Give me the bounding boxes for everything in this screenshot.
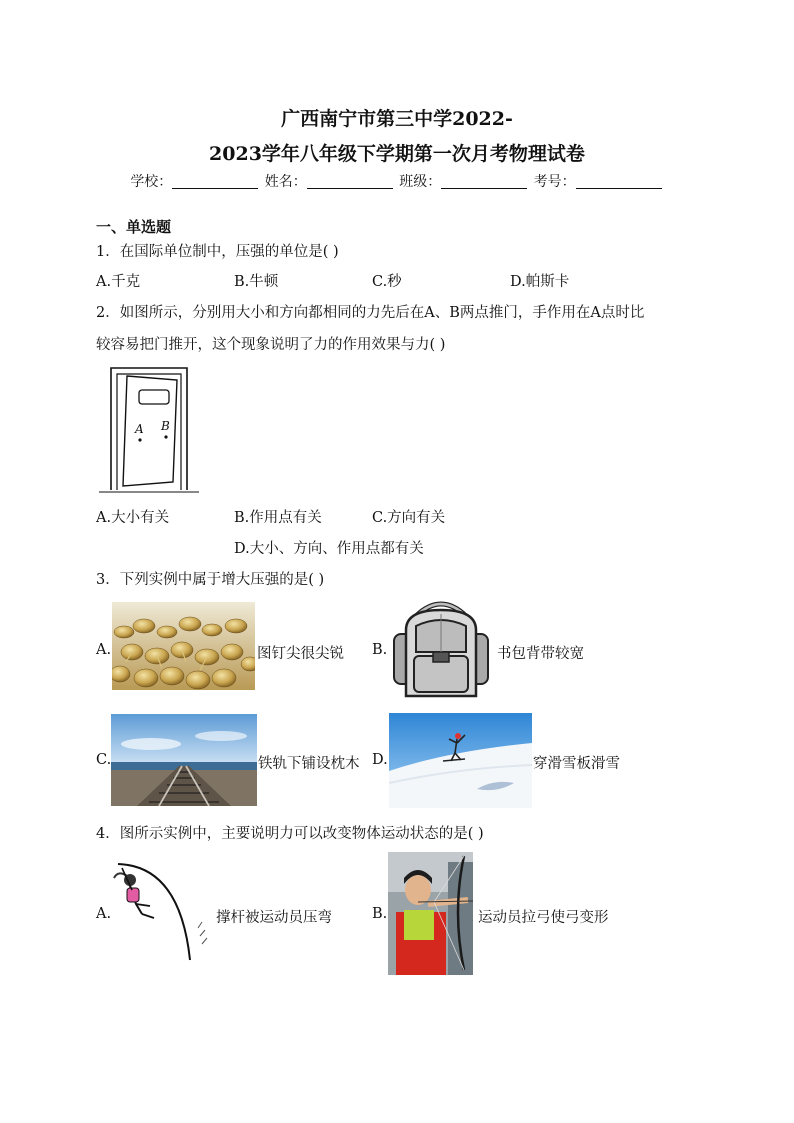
field-school [130,171,260,191]
exam-title-line2: 2023学年八年级下学期第一次月考物理试卷 [209,143,585,165]
door-illustration [99,364,199,494]
section-title: 一、单选题 [96,218,172,236]
q3-option-a-text: 图钉尖很尖锐 [257,646,344,662]
point-a-label: A [135,422,144,436]
field-class-label: 班级： [399,174,442,190]
q3-option-b-letter: B. [372,642,388,658]
field-school-label: 学校： [130,174,173,190]
field-exam-number-label: 考号： [533,174,576,190]
q3-option-b-text: 书包背带较宽 [497,646,584,662]
question-2-stem-line1: 2．如图所示，分别用大小和方向都相同的力先后在A、B两点推门，手作用在A点时比 [96,305,645,321]
point-b-label: B [161,419,170,433]
q3-option-d-text: 穿滑雪板滑雪 [533,756,620,772]
thumbtacks-photo [112,602,255,690]
q1-option-d: D.帕斯卡 [510,274,570,290]
field-name [265,171,395,191]
field-exam-number-blank[interactable] [576,174,662,189]
q2-option-b: B.作用点有关 [234,510,322,526]
field-class-blank[interactable] [441,174,527,189]
question-3-stem: 3．下列实例中属于增大压强的是( ) [96,572,325,588]
field-name-label: 姓名： [264,174,307,190]
q3-option-c-letter: C. [96,752,112,768]
student-info-fields [0,171,794,191]
q4-option-a-text: 撑杆被运动员压弯 [216,910,332,926]
q1-option-a: A.千克 [96,274,141,290]
q3-option-a-letter: A. [96,642,112,658]
skier-photo [389,713,532,808]
q4-option-a-letter: A. [96,906,112,922]
field-name-blank[interactable] [307,174,393,189]
door-figure [99,364,199,494]
q4-option-b-text: 运动员拉弓使弓变形 [478,910,609,926]
question-1-stem: 1．在国际单位制中，压强的单位是( ) [96,244,339,260]
backpack-illustration [386,596,496,704]
q2-option-a: A.大小有关 [96,510,170,526]
field-class [399,171,529,191]
railway-photo [111,714,257,806]
question-2-stem-line2: 较容易把门推开，这个现象说明了力的作用效果与力( ) [96,337,446,353]
q1-option-b: B.牛顿 [234,274,279,290]
q2-option-c: C.方向有关 [372,510,446,526]
q1-option-c: C.秒 [372,274,402,290]
q3-option-d-letter: D. [372,752,388,768]
field-exam-number [534,171,664,191]
q4-option-b-letter: B. [372,906,388,922]
exam-title-line1: 广西南宁市第三中学2022- [281,108,513,130]
pole-vault-illustration [110,856,210,966]
q3-option-c-text: 铁轨下铺设枕木 [258,756,360,772]
archer-photo [388,852,473,975]
q2-option-d: D.大小、方向、作用点都有关 [234,541,424,557]
field-school-blank[interactable] [172,174,258,189]
question-4-stem: 4．图所示实例中，主要说明力可以改变物体运动状态的是( ) [96,826,484,842]
